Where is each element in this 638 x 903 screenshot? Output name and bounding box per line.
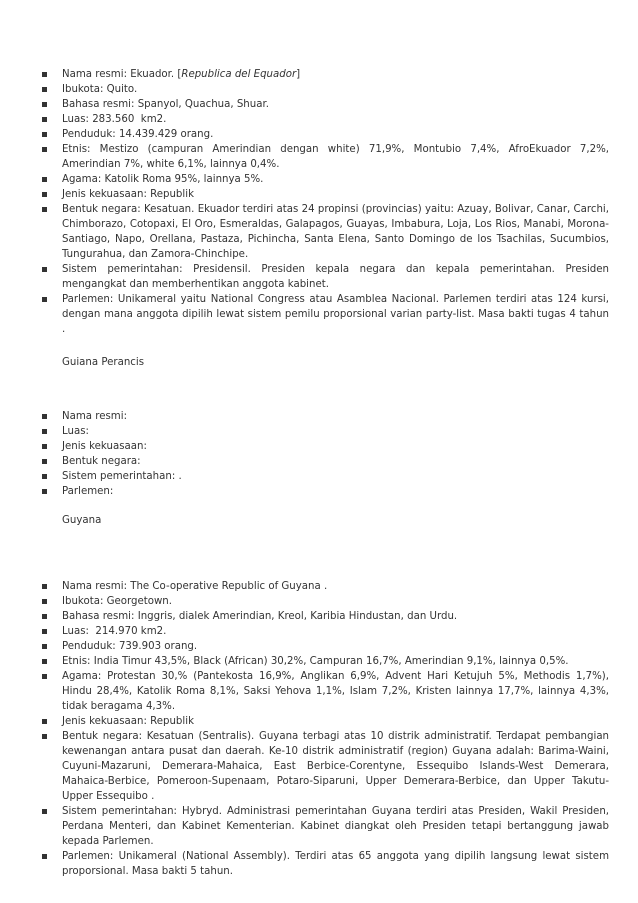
list-item <box>42 439 609 454</box>
item-key: Parlemen : <box>62 851 119 862</box>
list-item <box>42 654 609 669</box>
item-value: Katolik Roma 95%, lainnya 5%. <box>104 174 264 185</box>
list-item <box>42 187 609 202</box>
list-item <box>42 714 609 729</box>
list-item <box>42 594 609 609</box>
list-item <box>42 469 609 484</box>
section-heading-guyana: Guyana <box>62 515 102 526</box>
item-key: Luas : <box>62 114 92 125</box>
list-item <box>42 97 609 112</box>
item-key: Penduduk : <box>62 641 119 652</box>
item-key: Luas : <box>62 626 92 637</box>
item-key: Jenis kekuasaan : <box>62 189 150 200</box>
item-key: Ibukota : <box>62 84 107 95</box>
list-item <box>42 669 609 714</box>
item-value: Inggris, dialek Amerindian, Kreol, Karibia Hindustan, dan Urdu. <box>137 611 458 622</box>
item-key: Bentuk negara : <box>62 204 144 215</box>
list-item <box>42 112 609 127</box>
item-key: Nama resmi : <box>62 69 130 80</box>
guyana-info-list <box>42 579 609 879</box>
item-key: Nama resmi : <box>62 581 130 592</box>
list-item <box>42 202 609 262</box>
item-key: Etnis : <box>62 656 94 667</box>
list-item <box>42 424 609 439</box>
item-value: Republik <box>150 716 194 727</box>
item-value: Spanyol, Quachua, Shuar. <box>137 99 269 110</box>
list-item <box>42 292 609 337</box>
item-key: Jenis kekuasaan : <box>62 716 150 727</box>
item-value: Ekuador. [ <box>130 69 182 80</box>
item-value: Mestizo (campuran Amerindian dengan white) 71,9%, Montubio 7,4%, AfroEkuador 7,2%, Amerindian 7%, white 6,1%, lainnya 0,4%. <box>62 144 609 170</box>
guiana-perancis-info-list <box>42 409 609 499</box>
item-key: Nama resmi : <box>62 411 127 422</box>
item-value: The Co-operative Republic of Guyana . <box>130 581 328 592</box>
item-value: Kesatuan. Ekuador terdiri atas 24 propinsi (provincias) yaitu: Azuay, Bolivar, Canar, Carchi, Chimborazo, Cotopaxi, El Oro, Esmeraldas, Galapagos, Guayas, Imbabura, Loja, Los Rios, Manabi, Morona-Santiago, Napo, Orellana, Pastaza, Pichincha, Santa Elena, Santo Domingo de los Tsachilas, Sucumbios, Tungurahua, dan Zamora-Chinchipe. <box>62 204 610 260</box>
list-item <box>42 172 609 187</box>
item-key: Sistem pemerintahan : <box>62 806 182 817</box>
list-item <box>42 454 609 469</box>
item-value: . <box>178 471 182 482</box>
item-key: Agama : <box>62 174 105 185</box>
item-value: Presidensil. Presiden kepala negara dan kepala pemerintahan. Presiden mengangkat dan memberhentikan anggota kabinet. <box>62 264 609 290</box>
item-key: Jenis kekuasaan : <box>62 441 147 452</box>
item-value-tail: ] <box>296 69 301 80</box>
item-value: 14.439.429 orang. <box>118 129 214 140</box>
item-key: Ibukota : <box>62 596 107 607</box>
item-key: Sistem pemerintahan : <box>62 264 193 275</box>
list-item <box>42 849 609 879</box>
list-item <box>42 142 609 172</box>
item-key: Luas : <box>62 426 89 437</box>
item-key: Parlemen : <box>62 486 113 497</box>
list-item <box>42 639 609 654</box>
item-value: Georgetown. <box>106 596 173 607</box>
list-item <box>42 409 609 424</box>
list-item <box>42 624 609 639</box>
item-value: Kesatuan (Sentralis). Guyana terbagi atas 10 distrik administratif. Terdapat pembangian kewenangan antara pusat dan daerah. Ke-10 distrik administratif (region) Guyana adalah: Barima-Waini, Cuyuni-Mazaruni, Demerara-Mahaica, East Berbice-Corentyne, Essequibo Islands-West Demerara, Mahaica-Berbice, Pomeroon-Supenaam, Potaro-Siparuni, Upper Demerara-Berbice, dan Upper Takutu-Upper Essequibo . <box>62 731 610 802</box>
list-item <box>42 127 609 142</box>
item-value: Unikameral (National Assembly). Terdiri atas 65 anggota yang dipilih langsung lewat sistem proporsional. Masa bakti 5 tahun. <box>62 851 609 877</box>
item-key: Bahasa resmi : <box>62 99 138 110</box>
item-key: Parlemen : <box>62 294 118 305</box>
item-key: Etnis : <box>62 144 100 155</box>
ekuador-info-list <box>42 67 609 337</box>
item-key: Bentuk negara : <box>62 731 147 742</box>
item-value: 739.903 orang. <box>118 641 198 652</box>
section-heading-guiana-perancis: Guiana Perancis <box>62 357 145 368</box>
item-value: 283.560 km2. <box>92 114 167 125</box>
item-value: Hybryd. Administrasi pemerintahan Guyana terdiri atas Presiden, Wakil Presiden, Perdana Menteri, dan Kabinet Kementerian. Kabinet diangkat oleh Presiden tetapi bertanggung jawab kepada Parlemen. <box>62 806 610 847</box>
item-value: 214.970 km2. <box>92 626 167 637</box>
item-value: Republik <box>150 189 194 200</box>
list-item <box>42 579 609 594</box>
list-item <box>42 484 609 499</box>
list-item <box>42 262 609 292</box>
item-value: Quito. <box>106 84 138 95</box>
item-value: India Timur 43,5%, Black (African) 30,2%, Campuran 16,7%, Amerindian 9,1%, lainnya 0,5%. <box>93 656 569 667</box>
item-key: Penduduk : <box>62 129 119 140</box>
list-item <box>42 82 609 97</box>
list-item <box>42 609 609 624</box>
item-value: Protestan 30,% (Pantekosta 16,9%, Anglikan 6,9%, Advent Hari Ketujuh 5%, Methodis 1,7%), Hindu 28,4%, Katolik Roma 8,1%, Saksi Yehova 1,1%, Islam 7,2%, Kristen lainnya 17,7%, lainnya 4,3%, tidak beragama 4,3%. <box>62 671 609 712</box>
item-key: Bahasa resmi : <box>62 611 138 622</box>
item-key: Sistem pemerintahan : <box>62 471 179 482</box>
item-value: Unikameral yaitu National Congress atau Asamblea Nacional. Parlemen terdiri atas 124 kursi, dengan mana anggota dipilih lewat sistem pemilu proporsional varian party-list. Masa bakti tugas 4 tahun . <box>62 294 610 335</box>
list-item <box>42 804 609 849</box>
item-key: Bentuk negara : <box>62 456 141 467</box>
list-item <box>42 729 609 804</box>
list-item <box>42 67 609 82</box>
item-value-italic: Republica del Equador <box>181 69 297 80</box>
item-key: Agama : <box>62 671 107 682</box>
